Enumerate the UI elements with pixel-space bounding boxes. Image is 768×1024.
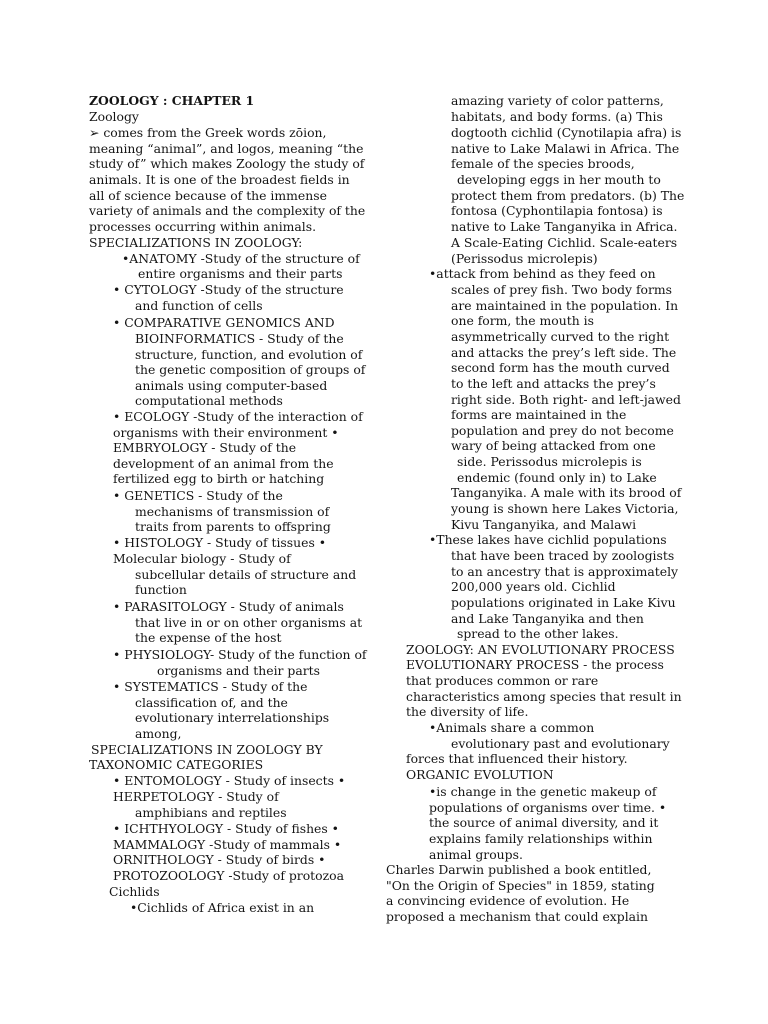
text-line: one form, the mouth is bbox=[451, 313, 594, 328]
text-line: animal groups. bbox=[429, 847, 523, 862]
text-line: right side. Both right- and left-jawed bbox=[451, 392, 681, 407]
bullet-item: • COMPARATIVE GENOMICS AND bbox=[113, 315, 335, 330]
bullet-item: • CYTOLOGY -Study of the structure bbox=[113, 282, 344, 297]
text-line: processes occurring within animals. bbox=[89, 219, 317, 234]
text-line: endemic (found only in) to Lake bbox=[457, 470, 657, 485]
text-line: forces that influenced their history. bbox=[406, 751, 628, 766]
section-heading: ZOOLOGY: AN EVOLUTIONARY PROCESS bbox=[406, 642, 675, 657]
bullet-item: •attack from behind as they feed on bbox=[429, 266, 656, 281]
text-line: fertilized egg to birth or hatching bbox=[113, 471, 325, 486]
text-line: ➢ comes from the Greek words zōion, bbox=[89, 125, 327, 140]
text-line: traits from parents to offspring bbox=[135, 519, 331, 534]
bullet-item: • PARASITOLOGY - Study of animals bbox=[113, 599, 344, 614]
text-line: evolutionary past and evolutionary bbox=[451, 736, 670, 751]
text-line: native to Lake Tanganyika in Africa. bbox=[451, 219, 678, 234]
bullet-item: • ICHTHYOLOGY - Study of fishes • bbox=[113, 821, 339, 836]
text-line: Cichlids bbox=[109, 884, 160, 899]
section-heading: SPECIALIZATIONS IN ZOOLOGY BY bbox=[91, 742, 323, 757]
text-line: explains family relationships within bbox=[429, 831, 653, 846]
text-line: animals. It is one of the broadest fields in bbox=[89, 172, 350, 187]
chapter-title: ZOOLOGY : CHAPTER 1 bbox=[89, 93, 255, 108]
bullet-item: • GENETICS - Study of the bbox=[113, 488, 283, 503]
text-line: a convincing evidence of evolution. He bbox=[386, 893, 630, 908]
text-line: MAMMALOGY -Study of mammals • bbox=[113, 837, 342, 852]
text-line: dogtooth cichlid (Cynotilapia afra) is bbox=[451, 125, 682, 140]
text-line: amphibians and reptiles bbox=[135, 805, 287, 820]
text-line: Tanganyika. A male with its brood of bbox=[451, 485, 682, 500]
text-line: computational methods bbox=[135, 393, 283, 408]
text-line: populations originated in Lake Kivu bbox=[451, 595, 676, 610]
bullet-item: • HISTOLOGY - Study of tissues • bbox=[113, 535, 327, 550]
text-line: proposed a mechanism that could explain bbox=[386, 909, 648, 924]
text-line: that live in or on other organisms at bbox=[135, 615, 363, 630]
bullet-item: •ANATOMY -Study of the structure of bbox=[122, 251, 360, 266]
text-line: asymmetrically curved to the right bbox=[451, 329, 670, 344]
text-line: Kivu Tanganyika, and Malawi bbox=[451, 517, 637, 532]
text-line: second form has the mouth curved bbox=[451, 360, 670, 375]
text-line: the expense of the host bbox=[135, 630, 282, 645]
text-line: subcellular details of structure and bbox=[135, 567, 357, 582]
text-line: Molecular biology - Study of bbox=[113, 551, 291, 566]
section-heading: ORGANIC EVOLUTION bbox=[406, 767, 554, 782]
text-line: organisms and their parts bbox=[157, 663, 320, 678]
text-line: study of” which makes Zoology the study of bbox=[89, 156, 365, 171]
text-line: animals using computer-based bbox=[135, 378, 328, 393]
text-line: that produces common or rare bbox=[406, 673, 599, 688]
text-line: among, bbox=[135, 726, 182, 741]
text-line: fontosa (Cyphontilapia fontosa) is bbox=[451, 203, 663, 218]
bullet-item: •Cichlids of Africa exist in an bbox=[130, 900, 315, 915]
text-line: EMBRYOLOGY - Study of the bbox=[113, 440, 297, 455]
text-line: (Perissodus microlepis) bbox=[451, 251, 598, 266]
text-line: function bbox=[135, 582, 187, 597]
text-line: and function of cells bbox=[135, 298, 263, 313]
section-heading: SPECIALIZATIONS IN ZOOLOGY: bbox=[89, 235, 303, 250]
text-line: PROTOZOOLOGY -Study of protozoa bbox=[113, 868, 344, 883]
text-line: to the left and attacks the prey’s bbox=[451, 376, 656, 391]
bullet-item: •is change in the genetic makeup of bbox=[429, 784, 657, 799]
text-line: HERPETOLOGY - Study of bbox=[113, 789, 279, 804]
text-line: all of science because of the immense bbox=[89, 188, 327, 203]
text-line: native to Lake Malawi in Africa. The bbox=[451, 141, 680, 156]
text-line: meaning “animal”, and logos, meaning “the bbox=[89, 141, 364, 156]
text-line: are maintained in the population. In bbox=[451, 298, 679, 313]
text-line: amazing variety of color patterns, bbox=[451, 93, 664, 108]
bullet-item: • PHYSIOLOGY- Study of the function of bbox=[113, 647, 367, 662]
text-line: and attacks the prey’s left side. The bbox=[451, 345, 677, 360]
text-line: habitats, and body forms. (a) This bbox=[451, 109, 663, 124]
text-line: A Scale-Eating Cichlid. Scale-eaters bbox=[451, 235, 678, 250]
section-heading: TAXONOMIC CATEGORIES bbox=[89, 757, 264, 772]
text-line: wary of being attacked from one bbox=[451, 438, 656, 453]
text-line: organisms with their environment • bbox=[113, 425, 339, 440]
bullet-item: • SYSTEMATICS - Study of the bbox=[113, 679, 308, 694]
text-line: spread to the other lakes. bbox=[457, 626, 619, 641]
text-line: young is shown here Lakes Victoria, bbox=[451, 501, 679, 516]
text-line: populations of organisms over time. • bbox=[429, 800, 667, 815]
text-line: BIOINFORMATICS - Study of the bbox=[135, 331, 344, 346]
text-line: classification of, and the bbox=[135, 695, 288, 710]
text-line: Charles Darwin published a book entitled, bbox=[386, 862, 652, 877]
bullet-item: • ECOLOGY -Study of the interaction of bbox=[113, 409, 363, 424]
bullet-item: •These lakes have cichlid populations bbox=[429, 532, 667, 547]
text-line: variety of animals and the complexity of the bbox=[89, 203, 366, 218]
text-line: development of an animal from the bbox=[113, 456, 334, 471]
text-line: side. Perissodus microlepis is bbox=[457, 454, 642, 469]
text-line: developing eggs in her mouth to bbox=[457, 172, 661, 187]
text-line: structure, function, and evolution of bbox=[135, 347, 363, 362]
text-line: evolutionary interrelationships bbox=[135, 710, 330, 725]
text-line: to an ancestry that is approximately bbox=[451, 564, 679, 579]
text-line: scales of prey fish. Two body forms bbox=[451, 282, 673, 297]
text-line: 200,000 years old. Cichlid bbox=[451, 579, 616, 594]
text-line: the source of animal diversity, and it bbox=[429, 815, 659, 830]
bullet-item: • ENTOMOLOGY - Study of insects • bbox=[113, 773, 346, 788]
text-line: Zoology bbox=[89, 109, 139, 124]
bullet-item: •Animals share a common bbox=[429, 720, 595, 735]
text-line: female of the species broods, bbox=[451, 156, 635, 171]
text-line: "On the Origin of Species" in 1859, stating bbox=[386, 878, 655, 893]
text-line: population and prey do not become bbox=[451, 423, 674, 438]
text-line: ORNITHOLOGY - Study of birds • bbox=[113, 852, 326, 867]
text-line: the genetic composition of groups of bbox=[135, 362, 366, 377]
text-line: entire organisms and their parts bbox=[138, 266, 343, 281]
text-line: mechanisms of transmission of bbox=[135, 504, 330, 519]
text-line: the diversity of life. bbox=[406, 704, 529, 719]
text-line: EVOLUTIONARY PROCESS - the process bbox=[406, 657, 664, 672]
text-line: forms are maintained in the bbox=[451, 407, 627, 422]
text-line: protect them from predators. (b) The bbox=[451, 188, 685, 203]
text-line: characteristics among species that result in bbox=[406, 689, 682, 704]
text-line: that have been traced by zoologists bbox=[451, 548, 675, 563]
text-line: and Lake Tanganyika and then bbox=[451, 611, 644, 626]
